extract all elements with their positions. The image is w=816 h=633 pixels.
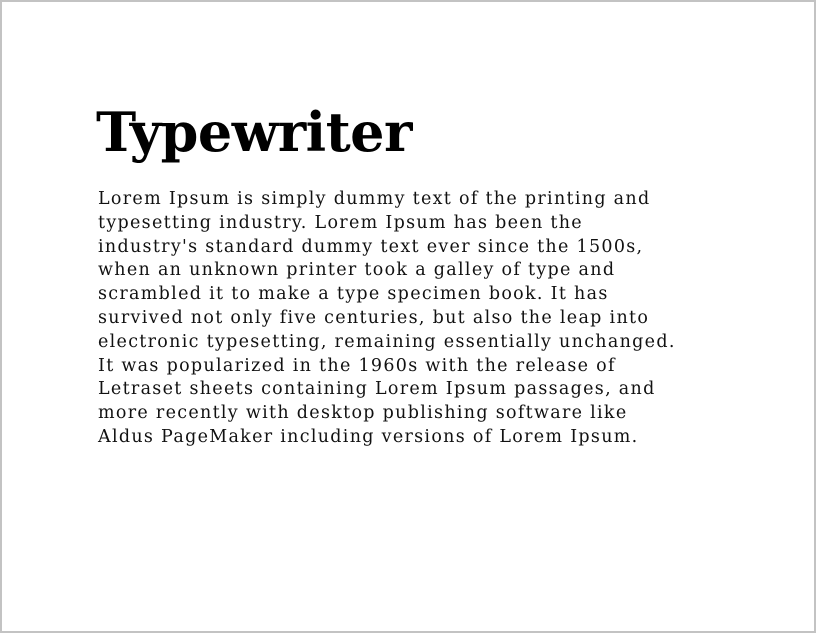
paragraph-line: Letraset sheets containing Lorem Ipsum passages, and bbox=[98, 379, 656, 400]
paragraph-line: when an unknown printer took a galley of type and bbox=[98, 260, 616, 281]
paragraph-line: It was popularized in the 1960s with the release of bbox=[98, 355, 616, 376]
paragraph-line: electronic typesetting, remaining essentially unchanged. bbox=[98, 331, 676, 352]
paragraph-line: scrambled it to make a type specimen book. It has bbox=[98, 284, 609, 305]
paragraph-line: more recently with desktop publishing software like bbox=[98, 403, 628, 424]
document-title: Typewriter bbox=[96, 100, 412, 164]
paragraph-line: Lorem Ipsum is simply dummy text of the printing and bbox=[98, 189, 651, 209]
paragraph-line: typesetting industry. Lorem Ipsum has been the bbox=[98, 212, 583, 233]
paragraph-line: survived not only five centuries, but also the leap into bbox=[98, 307, 650, 328]
paragraph-line: industry's standard dummy text ever since the 1500s, bbox=[98, 236, 644, 257]
paragraph-line: Aldus PageMaker including versions of Lorem Ipsum. bbox=[98, 426, 639, 447]
body-paragraph bbox=[98, 188, 676, 450]
